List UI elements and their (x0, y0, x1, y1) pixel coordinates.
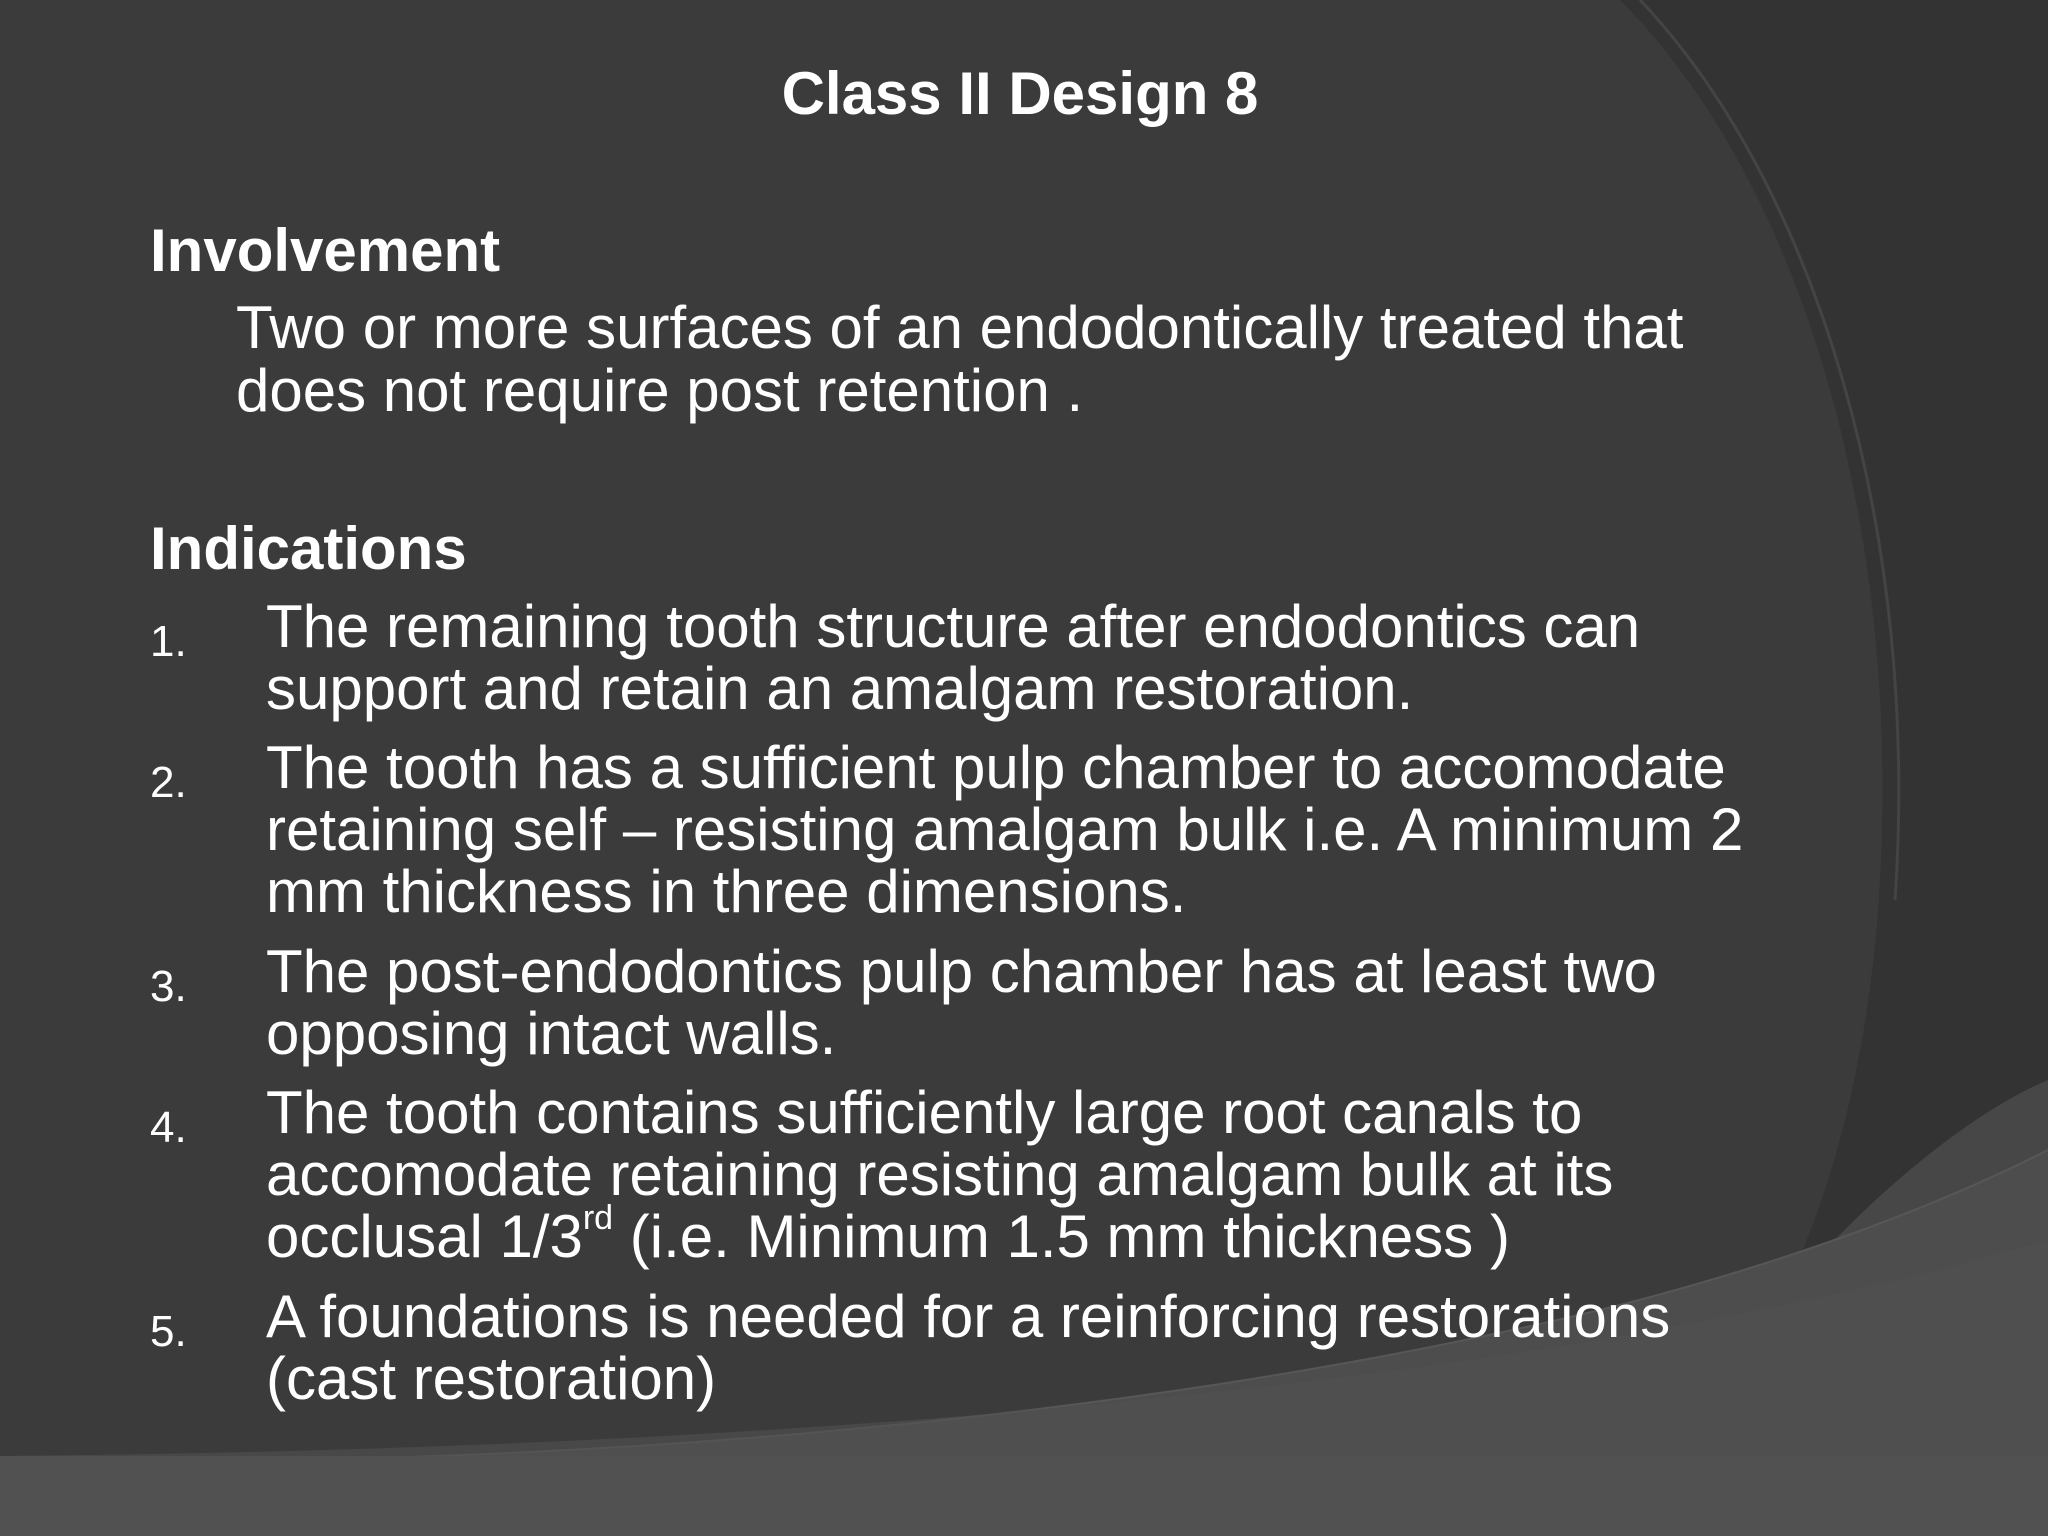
indication-line: The remaining tooth structure after endodontics can (266, 593, 1641, 660)
ordinal-superscript: rd (582, 1199, 614, 1237)
indication-line: A foundations is needed for a reinforcing restorations (266, 1283, 1671, 1350)
indication-line (266, 1199, 1926, 1270)
indication-line: (cast restoration) (266, 1345, 717, 1412)
indication-line: support and retain an amalgam restoration. (266, 655, 1414, 722)
indication-line-part: occlusal 1/3 (266, 1203, 583, 1270)
list-number: 5. (150, 1307, 187, 1356)
indication-line-part: (i.e. Minimum 1.5 mm thickness ) (613, 1203, 1510, 1270)
indication-line: opposing intact walls. (266, 1000, 837, 1067)
list-number: 2. (150, 758, 187, 807)
indications-heading: Indications (150, 515, 467, 582)
indication-line: mm thickness in three dimensions. (266, 858, 1187, 925)
indication-line: The post-endodontics pulp chamber has at least two (266, 938, 1657, 1005)
indication-text (266, 938, 1926, 1067)
indication-text (266, 593, 1926, 722)
indication-line: The tooth contains sufficiently large root canals to (266, 1079, 1583, 1146)
list-number: 3. (150, 962, 187, 1011)
list-number: 4. (150, 1103, 187, 1152)
indication-line: The tooth has a sufficient pulp chamber to accomodate (266, 734, 1726, 801)
indication-text (266, 1079, 1926, 1270)
indication-line: retaining self – resisting amalgam bulk i.e. A minimum 2 (266, 796, 1744, 863)
involvement-line: does not require post retention . (236, 357, 1084, 424)
indication-line: accomodate retaining resisting amalgam bulk at its (266, 1141, 1614, 1208)
involvement-line: Two or more surfaces of an endodontically treated that (236, 294, 1684, 361)
involvement-text (236, 296, 1876, 422)
indication-text (266, 734, 1926, 925)
slide-title: Class II Design 8 (781, 60, 1259, 127)
list-number: 1. (150, 617, 187, 666)
involvement-heading: Involvement (150, 217, 501, 284)
indication-text (266, 1283, 1926, 1412)
